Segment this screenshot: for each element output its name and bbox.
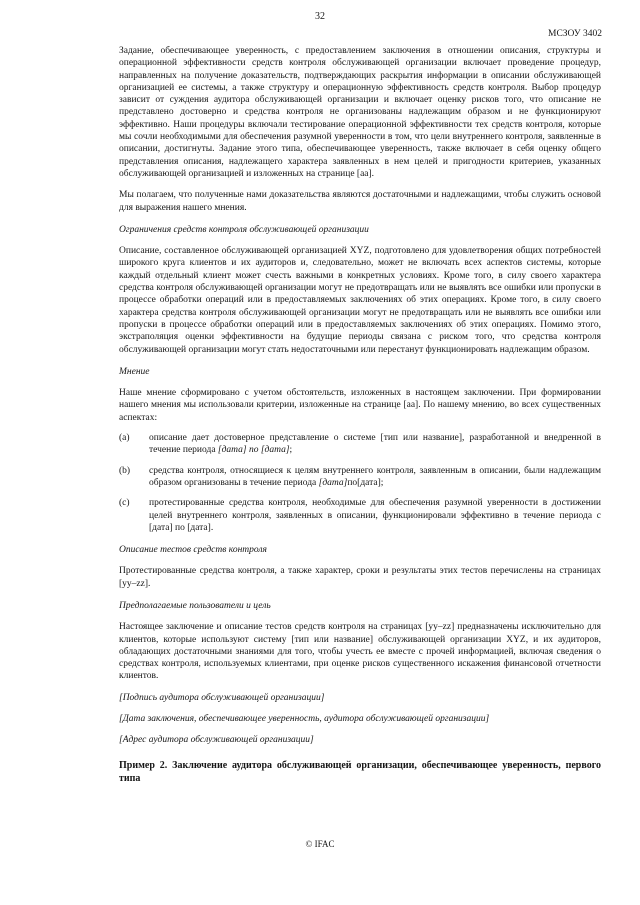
item-label: (a) [119,433,130,444]
page-number: 32 [315,11,325,22]
opinion-item-c [119,497,601,534]
opinion-item-a [119,432,601,457]
signature-line: [Подпись аудитора обслуживающей организации] [119,692,325,703]
opinion-paragraph: Наше мнение сформировано с учетом обстоятельств, изложенных в настоящем заключении. При формировании нашего мнения мы использовали критерии, изложенные на странице [аа]. По нашему мнению, во всех существенных аспектах: [119,388,601,423]
footer-copyright: © IFAC [305,839,335,849]
limitations-heading: Ограничения средств контроля обслуживающей организации [119,224,369,235]
users-heading: Предполагаемые пользователи и цель [119,600,271,611]
document-body [119,45,601,785]
tests-paragraph: Протестированные средства контроля, а также характер, сроки и результаты этих тестов перечислены на страницах [yy–zz]. [119,566,601,589]
item-label: (b) [119,465,131,476]
limitations-paragraph: Описание, составленное обслуживающей организацией XYZ, подготовлено для удовлетворения общих потребностей широкого круга клиентов и их аудиторов и, следовательно, может не включать всех аспектов системы, которые каждый отдельный клиент может счесть важными в конкретных условиях. Кроме того, в силу своего характера средства контроля обслуживающей организации могут не предотвращать или не выявлять все ошибки или пропуски в процессе обработки операций или в предоставляемых заключениях об этих операциях. Кроме того, в силу своего характера средства контроля обслуживающей организации могут не предотвращать или не выявлять все ошибки или пропуски в процессе обработки операций или в предоставляемых заключениях об этих операциях. Помимо этого, экстраполяция оценки эффективности на будущие периоды связана с риском того, что средства контроля обслуживающей организации могут стать недостаточными или перестанут функционировать надлежащим образом. [119,246,601,355]
item-label: (c) [119,498,130,509]
users-paragraph: Настоящее заключение и описание тестов средств контроля на страницах [yy–zz] предназначены исключительно для клиентов, которые используют систему [тип или название] обслуживающей организации XYZ, и их аудиторов, обладающих достаточными знаниями для того, чтобы учесть ее вместе с прочей информацией, включая сведения о средствах контроля, используемых клиентами, при оценке рисков существенного искажения финансовой отчетности клиентов. [119,622,601,682]
item-text: средства контроля, относящиеся к целям внутреннего контроля, заявленным в описании, были надлежащим образом организованы в течение периода [дата]по[дата]; [149,465,601,488]
example-heading: Пример 2. Заключение аудитора обслуживающей организации, обеспечивающее уверенность, первого типа [119,759,601,784]
document-code: МСЗОУ 3402 [548,29,602,39]
item-text: описание дает достоверное представление о системе [тип или название], разработанной и внедренной в течение периода [дата] по [дата]; [149,433,601,456]
intro-paragraph-1: Задание, обеспечивающее уверенность, с предоставлением заключения в отношении описания, структуры и операционной эффективности средств контроля обслуживающей организации включает проведение процедур, направленных на получение доказательств, подтверждающих раскрытия информации в описании обслуживающей организацией ее системы, а также структуру и операционную эффективность средств контроля. Выбор процедур зависит от суждения аудитора обслуживающей организации и включает оценку рисков того, что описание не представлено достоверно и средства контроля не организованы надлежащим образом и не функционируют эффективно. Наши процедуры включали тестирование операционной эффективности тех средств контроля, которые мы сочли необходимыми для обеспечения разумной уверенности в том, что цели внутреннего контроля, заявленные в описании, достигнуты. Задание этого типа, обеспечивающее уверенность, также включает в себя оценку общего представления описания, надлежащего характера заявленных в нем целей и пригодности критериев, указанных обслуживающей организацией и изложенных на странице [аа]. [119,46,601,179]
item-text: протестированные средства контроля, необходимые для обеспечения разумной уверенности в достижении целей внутреннего контроля, заявленных в описании, функционировали эффективно в течение периода с [дата] по [дата]. [149,498,601,533]
opinion-heading: Мнение [119,366,150,377]
date-line: [Дата заключения, обеспечивающее уверенность, аудитора обслуживающей организации] [119,714,490,725]
opinion-item-b [119,465,601,490]
address-line: [Адрес аудитора обслуживающей организации] [119,735,314,746]
tests-heading: Описание тестов средств контроля [119,545,267,556]
intro-paragraph-2: Мы полагаем, что полученные нами доказательства являются достаточными и надлежащими, чтобы служить основой для выражения нашего мнения. [119,190,601,213]
